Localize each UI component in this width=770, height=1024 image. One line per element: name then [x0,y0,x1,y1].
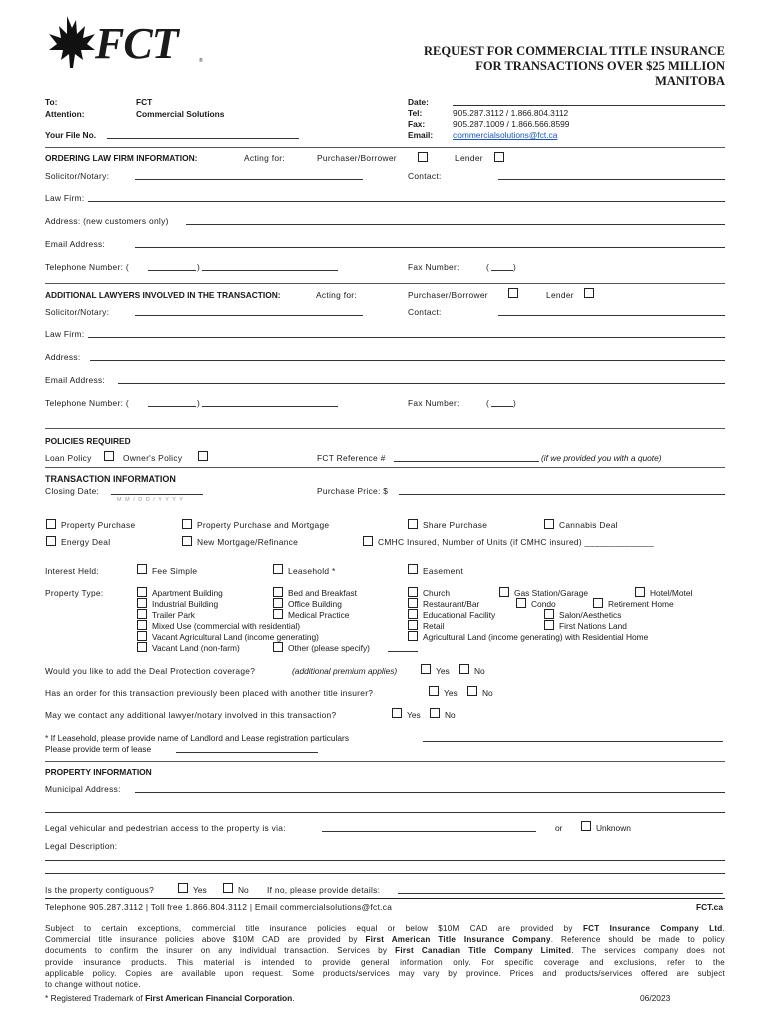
ordering-lender-checkbox[interactable] [494,152,504,162]
contiguous-no-label: No [238,885,249,895]
email-link[interactable]: commercialsolutions@fct.ca [453,130,558,140]
other-label: Other (please specify) [288,643,370,653]
additional-fax-paren-close: ) [513,398,516,408]
trademark-note [45,993,295,1003]
contiguous-yes-checkbox[interactable] [178,883,188,893]
ordering-address-label: Address: (new customers only) [45,216,169,226]
additional-telephone-label: Telephone Number: ( [45,398,129,408]
share-purchase-checkbox[interactable] [408,519,418,529]
quote-note: (if we provided you with a quote) [541,453,662,463]
attention-label: Attention: [45,109,85,119]
leasehold-label: Leasehold * [288,566,336,576]
previous-order-no-label: No [482,688,493,698]
property-purchase-mortgage-checkbox[interactable] [182,519,192,529]
policies-heading: POLICIES REQUIRED [45,436,131,446]
ordering-email-label: Email Address: [45,239,106,249]
fax-value: 905.287.1009 / 1.866.566.8599 [453,119,570,129]
leasehold-particulars-field[interactable] [423,741,723,742]
access-or: or [555,823,563,833]
ordering-law-firm-field[interactable] [88,201,725,202]
apartment-checkbox[interactable] [137,587,147,597]
retail-checkbox[interactable] [408,620,418,630]
agricultural-residential-label: Agricultural Land (income generating) with Residential Home [423,632,649,642]
retail-label: Retail [423,621,445,631]
additional-telephone-field[interactable] [202,406,338,407]
municipal-address-field[interactable] [135,792,725,793]
date-label: Date: [408,97,429,107]
property-purchase-checkbox[interactable] [46,519,56,529]
attention-value: Commercial Solutions [136,109,225,119]
mixed-use-checkbox[interactable] [137,620,147,630]
leasehold-note: * If Leasehold, please provide name of Landlord and Lease registration particulars [45,733,350,743]
date-field[interactable] [453,105,725,106]
divider [45,283,725,284]
additional-acting-for: Acting for: [316,290,358,300]
bed-breakfast-label: Bed and Breakfast [288,588,357,598]
industrial-checkbox[interactable] [137,598,147,608]
ordering-lender-label: Lender [455,153,483,163]
closing-date-field[interactable] [111,494,203,495]
trailer-park-checkbox[interactable] [137,609,147,619]
contact-lawyer-question: May we contact any additional lawyer/notary involved in this transaction? [45,710,337,720]
office-building-label: Office Building [288,599,342,609]
additional-purchaser-label: Purchaser/Borrower [408,290,488,300]
easement-checkbox[interactable] [408,564,418,574]
condo-label: Condo [531,599,556,609]
legal-description-label: Legal Description: [45,841,118,851]
vacant-agricultural-checkbox[interactable] [137,631,147,641]
closing-date-label: Closing Date: [45,486,100,496]
lease-term-label: Please provide term of lease [45,744,152,754]
disclaimer-text: . [722,924,725,933]
email-label: Email: [408,130,434,140]
cmhc-insured-checkbox[interactable] [363,536,373,546]
deal-protection-no-checkbox[interactable] [459,664,469,674]
fax-label: Fax: [408,119,426,129]
ordering-contact-label: Contact: [408,171,442,181]
contiguous-yes-label: Yes [193,885,207,895]
salon-checkbox[interactable] [544,609,554,619]
hotel-label: Hotel/Motel [650,588,693,598]
ordering-solicitor-field[interactable] [135,179,363,180]
disclaimer [45,923,725,990]
ordering-law-firm-label: Law Firm: [45,193,85,203]
trademark-text: * Registered Trademark of [45,993,146,1003]
divider [45,147,725,148]
loan-policy-label: Loan Policy [45,453,92,463]
ordering-fax-paren-close: ) [513,262,516,272]
additional-heading: ADDITIONAL LAWYERS INVOLVED IN THE TRANSACTION: [45,290,281,300]
title-line-1: REQUEST FOR COMMERCIAL TITLE INSURANCE [424,44,725,58]
gas-station-label: Gas Station/Garage [514,588,589,598]
other-checkbox[interactable] [273,642,283,652]
deal-protection-no-label: No [474,666,485,676]
interest-held-label: Interest Held: [45,566,100,576]
cannabis-deal-label: Cannabis Deal [559,520,618,530]
deal-protection-note: (additional premium applies) [292,666,398,676]
contact-lawyer-yes-checkbox[interactable] [392,708,402,718]
ordering-heading: ORDERING LAW FIRM INFORMATION: [45,153,198,163]
access-unknown-checkbox[interactable] [581,821,591,831]
registered-mark: ® [199,58,203,64]
church-label: Church [423,588,450,598]
ordering-purchaser-checkbox[interactable] [418,152,428,162]
educational-label: Educational Facility [423,610,496,620]
transaction-heading: TRANSACTION INFORMATION [45,474,176,484]
additional-contact-field[interactable] [498,315,725,316]
additional-address-label: Address: [45,352,81,362]
property-purchase-label: Property Purchase [61,520,136,530]
trademark-owner: First American Financial Corporation [145,993,293,1003]
ordering-area-code-field[interactable] [148,270,196,271]
ordering-email-field[interactable] [135,247,725,248]
cmhc-insured-label: CMHC Insured, Number of Units (if CMHC insured) ______________ [378,537,655,547]
previous-order-yes-label: Yes [444,688,458,698]
reference-field[interactable] [394,461,539,462]
lease-term-field[interactable] [176,752,318,753]
trademark-text: . [292,993,295,1003]
divider [45,761,725,762]
first-nations-label: First Nations Land [559,621,627,631]
easement-label: Easement [423,566,464,576]
additional-tel-paren: ) [197,398,200,408]
disclaimer-insurer: First American Title Insurance Company [365,935,551,945]
disclaimer-text: Commercial title insurance policies above $10M CAD are provided by [45,935,366,945]
additional-solicitor-field[interactable] [135,315,363,316]
additional-lender-label: Lender [546,290,574,300]
ordering-fax-paren-open: ( [486,262,489,272]
property-type-label: Property Type: [45,588,104,598]
leasehold-checkbox[interactable] [273,564,283,574]
municipal-address-label: Municipal Address: [45,784,121,794]
agricultural-residential-checkbox[interactable] [408,631,418,641]
deal-protection-yes-label: Yes [436,666,450,676]
mixed-use-label: Mixed Use (commercial with residential) [152,621,300,631]
footer-divider [45,898,725,899]
office-building-checkbox[interactable] [273,598,283,608]
tel-label: Tel: [408,108,423,118]
fee-simple-label: Fee Simple [152,566,198,576]
divider [45,428,725,429]
retirement-home-checkbox[interactable] [593,598,603,608]
ordering-purchaser-label: Purchaser/Borrower [317,153,397,163]
additional-email-field[interactable] [118,383,725,384]
divider [45,467,725,468]
additional-purchaser-checkbox[interactable] [508,288,518,298]
trailer-park-label: Trailer Park [152,610,195,620]
additional-fax-label: Fax Number: [408,398,460,408]
disclaimer-text: provide insurance products. This material is intended to provide general information only. For specific coverage and exclusions, refer to the [45,957,725,967]
ordering-tel-paren: ) [197,262,200,272]
form-title [424,44,725,89]
reference-label: FCT Reference # [317,453,386,463]
property-purchase-mortgage-label: Property Purchase and Mortgage [197,520,330,530]
condo-checkbox[interactable] [516,598,526,608]
first-nations-checkbox[interactable] [544,620,554,630]
contiguous-question: Is the property contiguous? [45,885,155,895]
disclaimer-insurer: First Canadian Title Company Limited [395,946,572,956]
vacant-land-label: Vacant Land (non-farm) [152,643,240,653]
deal-protection-yes-checkbox[interactable] [421,664,431,674]
contiguous-no-checkbox[interactable] [223,883,233,893]
ordering-contact-field[interactable] [498,179,725,180]
disclaimer-text: . The services company does not [571,946,725,956]
disclaimer-text: applicable policy. Copies are available upon request. Some products/services may vary by province. Prices and products/services offered are subject [45,968,725,978]
footer-contact-line: Telephone 905.287.3112 | Toll free 1.866.804.3112 | Email commercialsolutions@fct.ca [45,902,393,912]
tel-value: 905.287.3112 / 1.866.804.3112 [453,108,569,118]
title-line-3: MANITOBA [655,74,725,88]
purchase-price-label: Purchase Price: $ [317,486,389,496]
church-checkbox[interactable] [408,587,418,597]
contact-lawyer-no-label: No [445,710,456,720]
legal-description-field-2[interactable] [45,873,725,874]
previous-order-yes-checkbox[interactable] [429,686,439,696]
bed-breakfast-checkbox[interactable] [273,587,283,597]
salon-label: Salon/Aesthetics [559,610,622,620]
owners-policy-label: Owner's Policy [123,453,183,463]
additional-lender-checkbox[interactable] [584,288,594,298]
file-no-label: Your File No. [45,130,97,140]
vacant-land-checkbox[interactable] [137,642,147,652]
logo-wordmark: FCT [95,19,178,68]
energy-deal-checkbox[interactable] [46,536,56,546]
apartment-label: Apartment Building [152,588,223,598]
educational-checkbox[interactable] [408,609,418,619]
owners-policy-checkbox[interactable] [198,451,208,461]
ordering-solicitor-label: Solicitor/Notary: [45,171,110,181]
gas-station-checkbox[interactable] [499,587,509,597]
ordering-fax-area-field[interactable] [491,270,513,271]
disclaimer-text: documents to confirm the insurer on any individual transaction. Services by [45,946,396,956]
file-no-field[interactable] [107,138,299,139]
footer-site: FCT.ca [696,902,723,912]
contiguous-details-field[interactable] [398,893,723,894]
if-no-label: If no, please provide details: [267,885,381,895]
other-specify-field[interactable] [388,651,418,652]
closing-date-hint: M M / D D / Y Y Y Y [117,497,184,503]
to-label: To: [45,97,58,107]
additional-email-label: Email Address: [45,375,106,385]
title-line-2: FOR TRANSACTIONS OVER $25 MILLION [475,59,725,73]
restaurant-checkbox[interactable] [408,598,418,608]
property-info-heading: PROPERTY INFORMATION [45,767,152,777]
additional-contact-label: Contact: [408,307,442,317]
municipal-address-field-2[interactable] [45,812,725,813]
form-date: 06/2023 [640,993,671,1003]
loan-policy-checkbox[interactable] [104,451,114,461]
disclaimer-text: Subject to certain exceptions, commercial title insurance policies equal or below $10M CAD are provided by [45,924,583,933]
new-mortgage-checkbox[interactable] [182,536,192,546]
contact-lawyer-no-checkbox[interactable] [430,708,440,718]
new-mortgage-label: New Mortgage/Refinance [197,537,299,547]
ordering-telephone-field[interactable] [202,270,338,271]
access-label: Legal vehicular and pedestrian access to the property is via: [45,823,286,833]
access-field[interactable] [322,831,536,832]
vacant-agricultural-label: Vacant Agricultural Land (income generating) [152,632,319,642]
additional-fax-area-field[interactable] [491,406,513,407]
access-unknown-label: Unknown [596,823,631,833]
ordering-fax-label: Fax Number: [408,262,460,272]
energy-deal-label: Energy Deal [61,537,111,547]
legal-description-field[interactable] [45,860,725,861]
medical-practice-checkbox[interactable] [273,609,283,619]
disclaimer-insurer: FCT Insurance Company Ltd [582,924,723,933]
additional-fax-paren-open: ( [486,398,489,408]
previous-order-question: Has an order for this transaction previously been placed with another title insurer? [45,688,374,698]
industrial-label: Industrial Building [152,599,219,609]
fee-simple-checkbox[interactable] [137,564,147,574]
deal-protection-question: Would you like to add the Deal Protection coverage? [45,666,256,676]
maple-leaf-icon [45,14,101,70]
disclaimer-text: to change without notice. [45,980,141,990]
previous-order-no-checkbox[interactable] [467,686,477,696]
cannabis-deal-checkbox[interactable] [544,519,554,529]
ordering-address-field[interactable] [186,224,725,225]
fct-logo [45,14,215,70]
ordering-acting-for: Acting for: [244,153,286,163]
additional-solicitor-label: Solicitor/Notary: [45,307,110,317]
disclaimer-text: . Reference should be made to policy [550,935,725,945]
retirement-home-label: Retirement Home [608,599,674,609]
additional-area-code-field[interactable] [148,406,196,407]
ordering-telephone-label: Telephone Number: ( [45,262,129,272]
medical-practice-label: Medical Practice [288,610,350,620]
restaurant-label: Restaurant/Bar [423,599,480,609]
contact-lawyer-yes-label: Yes [407,710,421,720]
additional-law-firm-field[interactable] [88,337,725,338]
additional-law-firm-label: Law Firm: [45,329,85,339]
share-purchase-label: Share Purchase [423,520,488,530]
hotel-checkbox[interactable] [635,587,645,597]
to-value: FCT [136,97,153,107]
additional-address-field[interactable] [90,360,725,361]
purchase-price-field[interactable] [399,494,725,495]
